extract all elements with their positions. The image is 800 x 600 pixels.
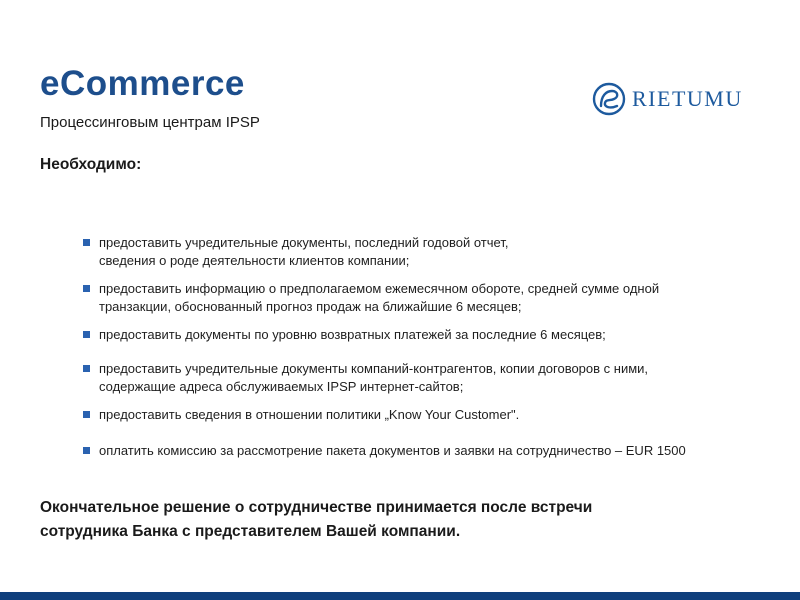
list-item-line: оплатить комиссию за рассмотрение пакета документов и заявки на сотрудничество – EUR 1500: [99, 443, 686, 458]
conclusion-text: [40, 496, 592, 544]
list-item-text: [99, 406, 519, 424]
slide-subtitle: Процессинговым центрам IPSP: [40, 114, 260, 131]
section-heading: Необходимо:: [40, 156, 142, 173]
list-item: [83, 280, 659, 316]
bottom-bar: [0, 592, 800, 600]
conclusion-line: сотрудника Банка с представителем Вашей компании.: [40, 523, 461, 540]
list-item-line: транзакции, обоснованный прогноз продаж на ближайшие 6 месяцев;: [99, 299, 522, 314]
bullet-square-icon: [83, 239, 90, 246]
slide-title: eCommerce: [40, 64, 245, 103]
list-item: [83, 406, 519, 424]
list-item-line: содержащие адреса обслуживаемых IPSP интернет-сайтов;: [99, 379, 464, 394]
list-item: [83, 234, 508, 270]
list-item: [83, 360, 648, 396]
bullet-square-icon: [83, 411, 90, 418]
list-item-line: предоставить информацию о предполагаемом ежемесячном обороте, средней сумме одной: [99, 281, 660, 296]
list-item-line: предоставить сведения в отношении политики „Know Your Customer".: [99, 407, 520, 422]
list-item-text: [99, 234, 508, 270]
bullet-square-icon: [83, 331, 90, 338]
list-item-text: [99, 442, 686, 460]
list-item: [83, 326, 606, 344]
conclusion-line: Окончательное решение о сотрудничестве принимается после встречи: [40, 499, 593, 516]
list-item-line: предоставить документы по уровню возвратных платежей за последние 6 месяцев;: [99, 327, 606, 342]
list-item-text: [99, 326, 606, 344]
list-item: [83, 442, 686, 460]
list-item-line: сведения о роде деятельности клиентов компании;: [99, 253, 410, 268]
bullet-square-icon: [83, 285, 90, 292]
logo-text: RIETUMU: [632, 86, 743, 111]
bullet-square-icon: [83, 365, 90, 372]
bullet-square-icon: [83, 447, 90, 454]
list-item-text: [99, 280, 659, 316]
list-item-line: предоставить учредительные документы, последний годовой отчет,: [99, 235, 509, 250]
list-item-text: [99, 360, 648, 396]
list-item-line: предоставить учредительные документы компаний-контрагентов, копии договоров с ними,: [99, 361, 649, 376]
